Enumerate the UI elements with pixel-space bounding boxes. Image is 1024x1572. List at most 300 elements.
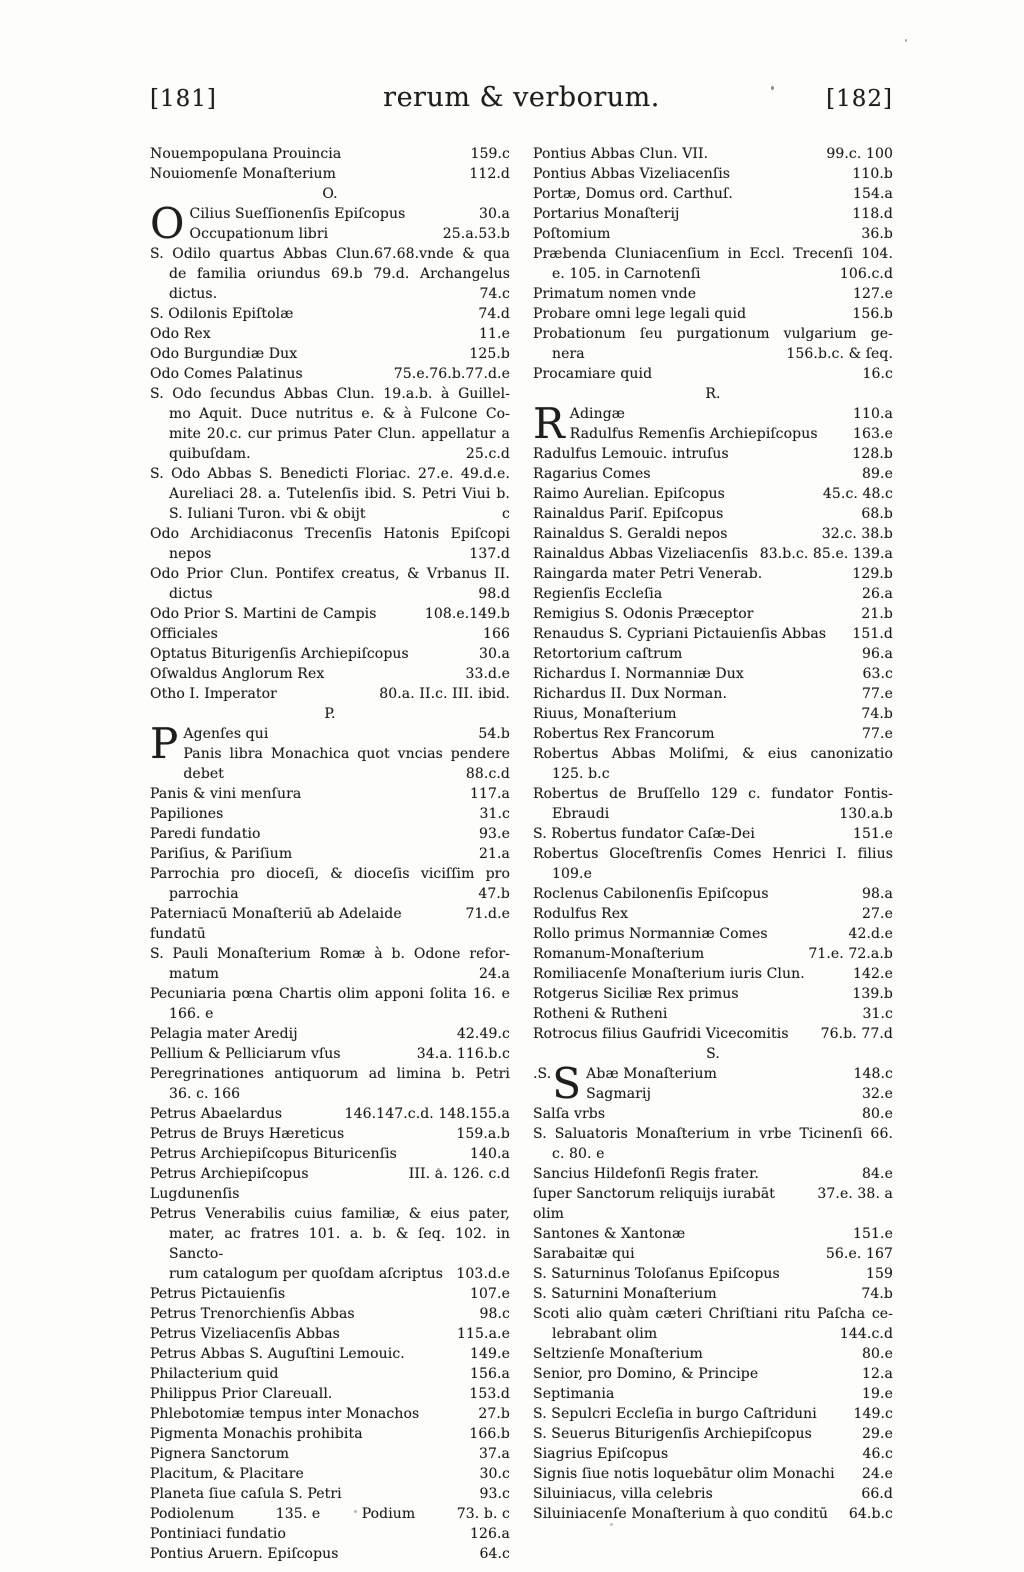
entry-line: Aureliaci 28. a. Tutelenſis ibid. S. Petri Viui b. — [169, 486, 510, 502]
page-reference: 74.c — [479, 286, 510, 302]
page-reference: 76.b. 77.d — [820, 1026, 893, 1042]
index-entry — [533, 1484, 893, 1504]
page-reference: 154.a — [852, 186, 893, 202]
index-entry — [533, 504, 893, 524]
page-reference: 159.a.b — [456, 1126, 510, 1142]
index-entry — [533, 1384, 893, 1404]
dropcap-entries — [586, 1064, 893, 1104]
entry-line: Robertus de Bruſſello 129 c. fundator Fontis- — [533, 786, 893, 802]
index-entry — [533, 1284, 893, 1304]
page-reference: 115.a.e — [457, 1326, 510, 1342]
index-entry — [533, 1464, 893, 1484]
index-entry — [533, 144, 893, 164]
entry-line: 88.c.d debet — [183, 766, 510, 782]
index-entry — [533, 204, 893, 224]
page-reference: 107.e — [470, 1286, 510, 1302]
index-entry — [533, 704, 893, 724]
page-reference: 16.c — [862, 366, 893, 382]
entry-line: Robertus Gloceſtrenſis Comes Henrici I. filius — [533, 846, 893, 862]
page-reference: 98.d — [478, 586, 510, 602]
index-entry — [533, 664, 893, 684]
entry-line: 128.b Radulfus Lemouic. intruſus — [533, 446, 893, 462]
entry-line: S. Odo Abbas S. Benedicti Floriac. 27.e. 49.d.e. — [150, 466, 510, 482]
entry-part: Podium — [361, 1506, 416, 1522]
entry-line: III. a. 126. c.d Petrus Archiepiſcopus Lugdunenſis — [150, 1166, 510, 1202]
index-entry — [533, 164, 893, 184]
index-entry — [533, 184, 893, 204]
entry-line: 110.a Adingæ — [569, 406, 893, 422]
index-entry — [533, 1404, 893, 1424]
entry-line: Petrus Venerabilis cuius familiæ, & eius pater, — [150, 1206, 510, 1222]
entry-line: 156.b Probare omni lege legali quid — [533, 306, 893, 322]
right-page-number: [182] — [826, 86, 893, 112]
entry-line: 80.e Seltzienſe Monaſterium — [533, 1346, 893, 1362]
index-entry — [533, 1224, 893, 1244]
dropcap-entries — [183, 724, 510, 784]
index-entry — [150, 1444, 510, 1464]
index-entry — [150, 784, 510, 804]
index-entry — [150, 1064, 510, 1104]
index-entry — [150, 1544, 510, 1564]
scan-speck — [354, 1510, 357, 1513]
dropcap-prefix: .S. — [533, 1066, 552, 1082]
entry-line: 127.e Primatum nomen vnde — [533, 286, 893, 302]
page-reference: 25.a.53.b — [442, 226, 510, 242]
entry-line: 117.a Panis & vini menſura — [150, 786, 510, 802]
entry-line: 144.c.d lebrabant olim — [552, 1326, 893, 1342]
index-entry — [150, 1044, 510, 1064]
index-entry — [533, 1184, 893, 1224]
page-reference: 74.d — [478, 306, 510, 322]
index-entry — [150, 1344, 510, 1364]
dropcap-group — [533, 1059, 893, 1108]
page-reference: 27.b — [478, 1406, 510, 1422]
entry-line: Robertus Abbas Moliſmi, & eius canonizatio — [533, 746, 893, 762]
page-reference: 103.d.e — [456, 1266, 510, 1282]
page-reference: 130.a.b — [839, 806, 893, 822]
entry-line: 137.d nepos — [169, 546, 510, 562]
entry-line: Odo Archidiaconus Trecenſis Hatonis Epiſcopi — [150, 526, 510, 542]
page-reference: 84.e — [862, 1166, 893, 1182]
index-entry — [533, 1304, 893, 1344]
page-reference: 156.b — [852, 306, 893, 322]
index-entry — [150, 1464, 510, 1484]
entry-line: 109.e — [552, 866, 592, 882]
index-entry — [150, 324, 510, 344]
entry-line: mater, ac fratres 101. a. b. & ſeq. 102. in Sancto- — [169, 1226, 510, 1262]
index-entry — [533, 1504, 893, 1524]
index-entry — [150, 524, 510, 564]
index-entry — [533, 304, 893, 324]
entry-line: 32.c. 38.b Rainaldus S. Geraldi nepos — [533, 526, 893, 542]
entry-line: 99.c. 100 Pontius Abbas Clun. VII. — [533, 146, 893, 162]
page-reference: 163.e — [853, 426, 893, 442]
entry-line: 26.a Regienſis Eccleſia — [533, 586, 893, 602]
entry-line: Probationum ſeu purgationum vulgarium ge- — [533, 326, 893, 342]
index-entry — [150, 1384, 510, 1404]
index-entry — [533, 464, 893, 484]
entry-line: 129.b Raingarda mater Petri Venerab. — [533, 566, 893, 582]
page-reference: 106.c.d — [839, 266, 893, 282]
page-reference: 29.e — [862, 1426, 893, 1442]
page-reference: 166 — [482, 626, 510, 642]
entry-line: 42.49.c Pelagia mater Aredij — [150, 1026, 510, 1042]
page-reference: 98.a — [861, 886, 893, 902]
section-letter-heading: S. — [706, 1046, 720, 1062]
index-entry — [533, 544, 893, 564]
entry-line: 93.c Planeta ſiue caſula S. Petri — [150, 1486, 510, 1502]
page-reference: 110.a — [852, 406, 893, 422]
entry-line: 115.a.e Petrus Vizeliacenſis Abbas — [150, 1326, 510, 1342]
entry-line: 21.a Pariſius, & Pariſium — [150, 846, 510, 862]
index-entry — [150, 844, 510, 864]
page-reference: 93.c — [479, 1486, 510, 1502]
page-reference: 80.a. II.c. III. ibid. — [379, 686, 510, 702]
entry-line: 156.a Philacterium quid — [150, 1366, 510, 1382]
page-reference: 21.a — [478, 846, 510, 862]
entry-line: 142.e Romiliacenſe Monaſterium iuris Clun. — [533, 966, 893, 982]
page-reference: 98.c — [479, 1306, 510, 1322]
index-entry — [150, 644, 510, 664]
page-reference: 47.b — [478, 886, 510, 902]
entry-line: 36. c. 166 — [169, 1086, 241, 1102]
entry-line: 19.e Septimania — [533, 1386, 893, 1402]
entry-part: 73. b. c — [456, 1506, 510, 1522]
page-reference: c — [502, 506, 510, 522]
page-reference: 125.b — [469, 346, 510, 362]
page-reference: 74.b — [861, 706, 893, 722]
scan-speck — [905, 39, 907, 42]
entry-line: 96.a Retortorium caſtrum — [533, 646, 893, 662]
entry-line: 71.d.e Paterniacū Monaſteriū ab Adelaide fundatū — [150, 906, 510, 942]
page-reference: 42.49.c — [456, 1026, 510, 1042]
dropcap-initial: O — [150, 199, 185, 248]
entry-line: 130.a.b Ebraudi — [552, 806, 893, 822]
entry-line: 108.e.149.b Odo Prior S. Martini de Campis — [150, 606, 510, 622]
entry-line: 24.e Signis ſiue notis loquebātur olim Monachi — [533, 1466, 893, 1482]
entry-line: 154.a Portæ, Domus ord. Carthuſ. — [533, 186, 893, 202]
page-reference: 151.d — [852, 626, 893, 642]
index-entry — [533, 644, 893, 664]
page-reference: 56.e. 167 — [825, 1246, 893, 1262]
page-reference: 75.e.76.b.77.d.e — [393, 366, 510, 382]
entry-line: 12.a Senior, pro Domino, & Principe — [533, 1366, 893, 1382]
entry-line: 71.e. 72.a.b Romanum-Monaſterium — [533, 946, 893, 962]
entry-line: Pecuniaria pœna Chartis olim apponi ſolita 16. e — [150, 986, 510, 1002]
index-entry — [150, 244, 510, 304]
entry-line: 146.147.c.d. 148.155.a Petrus Abaelardus — [150, 1106, 510, 1122]
page-reference: 11.e — [479, 326, 510, 342]
entry-line: 45.c. 48.c Raimo Aurelian. Epiſcopus — [533, 486, 893, 502]
entry-line: 118.d Portarius Monaſterij — [533, 206, 893, 222]
index-entry — [533, 1124, 893, 1164]
page-reference: 21.b — [861, 606, 893, 622]
entry-line: 25.c.d quibuſdam. — [169, 446, 510, 462]
index-entry — [533, 244, 893, 284]
page-reference: 118.d — [852, 206, 893, 222]
index-entry — [150, 1504, 510, 1524]
entry-line: 37.e. 38. a ſuper Sanctorum reliquijs iurabāt olim — [533, 1186, 893, 1222]
page-reference: 108.e.149.b — [424, 606, 510, 622]
index-entry — [150, 1144, 510, 1164]
entry-line: 31.c Papiliones — [150, 806, 510, 822]
entry-line: 63.c Richardus I. Normanniæ Dux — [533, 666, 893, 682]
page-reference: 146.147.c.d. 148.155.a — [344, 1106, 510, 1122]
entry-line: 93.e Paredi fundatio — [150, 826, 510, 842]
index-entry — [533, 824, 893, 844]
index-entry — [150, 1524, 510, 1544]
page-reference: 31.c — [479, 806, 510, 822]
section-letter-heading: P. — [324, 706, 336, 722]
left-page-number: [181] — [150, 86, 217, 112]
page-reference: 54.b — [478, 726, 510, 742]
index-entry — [533, 324, 893, 364]
index-entry — [150, 364, 510, 384]
entry-line: S. Saluatoris Monaſterium in vrbe Ticinenſi 66. — [533, 1126, 893, 1142]
dropcap-group — [150, 199, 510, 248]
page-reference: 156.b.c. & ſeq. — [786, 346, 893, 362]
page-reference: 156.a — [469, 1366, 510, 1382]
entry-line: 76.b. 77.d Rotrocus filius Gaufridi Vicecomitis — [533, 1026, 893, 1042]
entry-line: 151.e S. Robertus fundator Caſæ-Dei — [533, 826, 893, 842]
entry-line: 66.d Siluiniacus, villa celebris — [533, 1486, 893, 1502]
page-reference: 68.b — [861, 506, 893, 522]
page-reference: 77.e — [862, 686, 893, 702]
page-reference: 27.e — [862, 906, 893, 922]
index-entry — [150, 1304, 510, 1324]
entry-line: 32.e Sagmarij — [586, 1086, 893, 1102]
index-entry — [150, 1404, 510, 1424]
page-reference: 64.b.c — [848, 1506, 893, 1522]
entry-line: 89.e Ragarius Comes — [533, 466, 893, 482]
index-entry — [150, 564, 510, 604]
entry-line: 75.e.76.b.77.d.e Odo Comes Palatinus — [150, 366, 510, 382]
entry-line: 98.c Petrus Trenorchienſis Abbas — [150, 1306, 510, 1322]
entry-line: 30.c Placitum, & Placitare — [150, 1466, 510, 1482]
entry-line: Odo Prior Clun. Pontifex creatus, & Vrbanus II. — [150, 566, 510, 582]
page-reference: 151.e — [853, 1226, 893, 1242]
page-reference: 71.e. 72.a.b — [808, 946, 893, 962]
page-reference: 140.a — [469, 1146, 510, 1162]
entry-line: 11.e Odo Rex — [150, 326, 510, 342]
index-entry — [586, 1064, 893, 1084]
entry-line: 163.e Radulfus Remenſis Archiepiſcopus — [569, 426, 893, 442]
page-reference: 32.c. 38.b — [821, 526, 893, 542]
entry-line: 37.a Pignera Sanctorum — [150, 1446, 510, 1462]
index-entry — [150, 824, 510, 844]
dropcap-entries — [570, 404, 893, 444]
entry-line: 159.a.b Petrus de Bruys Hæreticus — [150, 1126, 510, 1142]
entry-line: 77.e Richardus II. Dux Norman. — [533, 686, 893, 702]
index-entry — [533, 844, 893, 884]
page-reference: 89.e — [862, 466, 893, 482]
index-entry — [533, 484, 893, 504]
entry-line: 156.b.c. & ſeq. nera — [552, 346, 893, 362]
index-entry — [533, 624, 893, 644]
page-reference: 19.e — [862, 1386, 893, 1402]
entry-line: Præbenda Cluniacenſium in Eccl. Trecenſi 104. — [533, 246, 893, 262]
page-reference: 159.c — [470, 146, 510, 162]
index-entry — [533, 444, 893, 464]
index-entry — [150, 604, 510, 624]
page-reference: 71.d.e — [465, 906, 510, 922]
entry-line: 30.a Cilius Sueſſionenſis Epiſcopus — [189, 206, 510, 222]
entry-line: 98.a Roclenus Cabilonenſis Epiſcopus — [533, 886, 893, 902]
scan-speck — [437, 1168, 440, 1171]
index-entry — [533, 584, 893, 604]
index-entry — [533, 784, 893, 824]
page-reference: 42.d.e — [848, 926, 893, 942]
index-entry — [533, 1424, 893, 1444]
page-reference: 117.a — [469, 786, 510, 802]
entry-line: 159.c Nouempopulana Prouincia — [150, 146, 510, 162]
page-reference: 96.a — [861, 646, 893, 662]
entry-line: 153.d Philippus Prior Clareuall. — [150, 1386, 510, 1402]
entry-line: 74.c dictus. — [169, 286, 510, 302]
page-reference: 144.c.d — [839, 1326, 893, 1342]
entry-line: 110.b Pontius Abbas Vizeliacenſis — [533, 166, 893, 182]
entry-line: 140.a Petrus Archiepiſcopus Bituricenſis — [150, 1146, 510, 1162]
page-reference: 159 — [865, 1266, 893, 1282]
index-entry — [150, 144, 510, 164]
entry-line: 151.d Renaudus S. Cypriani Pictauienſis Abbas — [533, 626, 893, 642]
index-entry — [533, 1344, 893, 1364]
page-reference: 153.d — [469, 1386, 510, 1402]
entry-line: S. Odilo quartus Abbas Clun.67.68.vnde & qua — [150, 246, 510, 262]
scan-speck — [610, 1523, 613, 1526]
page-reference: 45.c. 48.c — [822, 486, 893, 502]
page-reference: 148.c — [853, 1066, 893, 1082]
page-reference: 128.b — [852, 446, 893, 462]
index-entry — [533, 364, 893, 384]
index-entry — [533, 1264, 893, 1284]
entry-line: S. Odo ſecundus Abbas Clun. 19.a.b. à Guillel- — [150, 386, 510, 402]
index-entry — [570, 404, 893, 424]
page-reference: III. a. 126. c.d — [408, 1166, 510, 1182]
entry-line: 47.b parrochia — [169, 886, 510, 902]
entry-line: 112.d Nouiomenſe Monaſterium — [150, 166, 510, 182]
entry-line: 64.c Pontius Aruern. Epiſcopus — [150, 1546, 510, 1562]
index-entry — [533, 224, 893, 244]
entry-line: 83.b.c. 85.e. 139.a Rainaldus Abbas Vizeliacenſis — [533, 546, 893, 562]
index-entry — [533, 1004, 893, 1024]
entry-line: 33.d.e Oſwaldus Anglorum Rex — [150, 666, 510, 682]
page-reference: 37.e. 38. a — [817, 1186, 893, 1202]
index-entry — [533, 684, 893, 704]
index-entry — [150, 984, 510, 1024]
index-entry — [150, 1024, 510, 1044]
entry-line: Parrochia pro dioceſi, & dioceſis viciſſim pro — [150, 866, 510, 882]
index-entry — [533, 904, 893, 924]
page-reference: 80.e — [862, 1106, 893, 1122]
index-entry — [570, 424, 893, 444]
index-entry — [150, 864, 510, 904]
page-reference: 129.b — [852, 566, 893, 582]
page-reference: 80.e — [862, 1346, 893, 1362]
index-entry — [533, 984, 893, 1004]
entry-line: 31.c Rotheni & Rutheni — [533, 1006, 893, 1022]
entry-line: 21.b Remigius S. Odonis Præceptor — [533, 606, 893, 622]
index-entry — [150, 384, 510, 464]
index-entry — [533, 724, 893, 744]
entry-line: 149.e Petrus Abbas S. Auguſtini Lemouic. — [150, 1346, 510, 1362]
entry-line: 16.c Procamiare quid — [533, 366, 893, 382]
page-reference: 151.e — [853, 826, 893, 842]
entry-line: 46.c Siagrius Epiſcopus — [533, 1446, 893, 1462]
entry-line: 25.a.53.b Occupationum libri — [189, 226, 510, 242]
index-entry — [150, 1124, 510, 1144]
index-entry — [533, 744, 893, 784]
index-entry — [150, 1424, 510, 1444]
entry-line: 98.d dictus — [169, 586, 510, 602]
entry-line: c S. Iuliani Turon. vbi & obijt — [169, 506, 510, 522]
scan-speck — [771, 86, 774, 90]
index-entry — [533, 1364, 893, 1384]
index-entry — [533, 964, 893, 984]
dropcap-initial: P — [150, 719, 179, 768]
index-entry — [533, 1104, 893, 1124]
page-reference: 46.c — [862, 1446, 893, 1462]
index-entry — [533, 524, 893, 544]
page-reference: 24.a — [478, 966, 510, 982]
page-reference: 127.e — [853, 286, 893, 302]
dropcap-entries — [190, 204, 510, 244]
entry-line: 64.b.c Siluiniacenſe Monaſterium à quo conditū — [533, 1506, 893, 1522]
page-reference: 149.e — [470, 1346, 510, 1362]
page-reference: 63.c — [862, 666, 893, 682]
index-entry — [150, 1104, 510, 1124]
entry-line: Scoti alio quàm cæteri Chriſtiani ritu Paſcha ce- — [533, 1306, 893, 1322]
entry-line: 106.c.d e. 105. in Carnotenſi — [552, 266, 893, 282]
index-entry — [533, 604, 893, 624]
entry-line: 166.b Pigmenta Monachis prohibita — [150, 1426, 510, 1442]
page-reference: 126.a — [469, 1526, 510, 1542]
page-reference: 64.c — [479, 1546, 510, 1562]
index-entry — [150, 1164, 510, 1204]
page-reference: 149.c — [853, 1406, 893, 1422]
entry-line: 139.b Rotgerus Siciliæ Rex primus — [533, 986, 893, 1002]
index-entry — [150, 1324, 510, 1344]
page-reference: 74.b — [861, 1286, 893, 1302]
index-entry — [150, 904, 510, 944]
index-entry — [533, 1164, 893, 1184]
entry-line: 74.b Riuus, Monaſterium — [533, 706, 893, 722]
index-entry — [533, 924, 893, 944]
entry-line: 42.d.e Rollo primus Normanniæ Comes — [533, 926, 893, 942]
index-columns — [150, 144, 893, 1564]
index-entry — [150, 344, 510, 364]
index-entry — [150, 664, 510, 684]
page-reference: 32.e — [862, 1086, 893, 1102]
index-entry — [150, 1284, 510, 1304]
index-entry — [533, 1024, 893, 1044]
left-column — [150, 144, 510, 1564]
entry-line: 159 S. Saturninus Toloſanus Epiſcopus — [533, 1266, 893, 1282]
entry-line: 74.d S. Odilonis Epiſtolæ — [150, 306, 510, 322]
page-reference: 12.a — [861, 1366, 893, 1382]
entry-line: 30.a Optatus Biturigenſis Archiepiſcopus — [150, 646, 510, 662]
dropcap-initial: S — [552, 1059, 582, 1108]
entry-line: 68.b Rainaldus Pariſ. Epiſcopus — [533, 506, 893, 522]
index-entry — [190, 224, 510, 244]
entry-line: 74.b S. Saturnini Monaſterium — [533, 1286, 893, 1302]
entry-line: 84.e Sancius Hildefonſi Regis frater. — [533, 1166, 893, 1182]
entry-line: 166 Officiales — [150, 626, 510, 642]
page-reference: 24.e — [862, 1466, 893, 1482]
entry-line: 125. b.c — [552, 766, 610, 782]
page-reference: 99.c. 100 — [826, 146, 893, 162]
right-column — [533, 144, 893, 1564]
